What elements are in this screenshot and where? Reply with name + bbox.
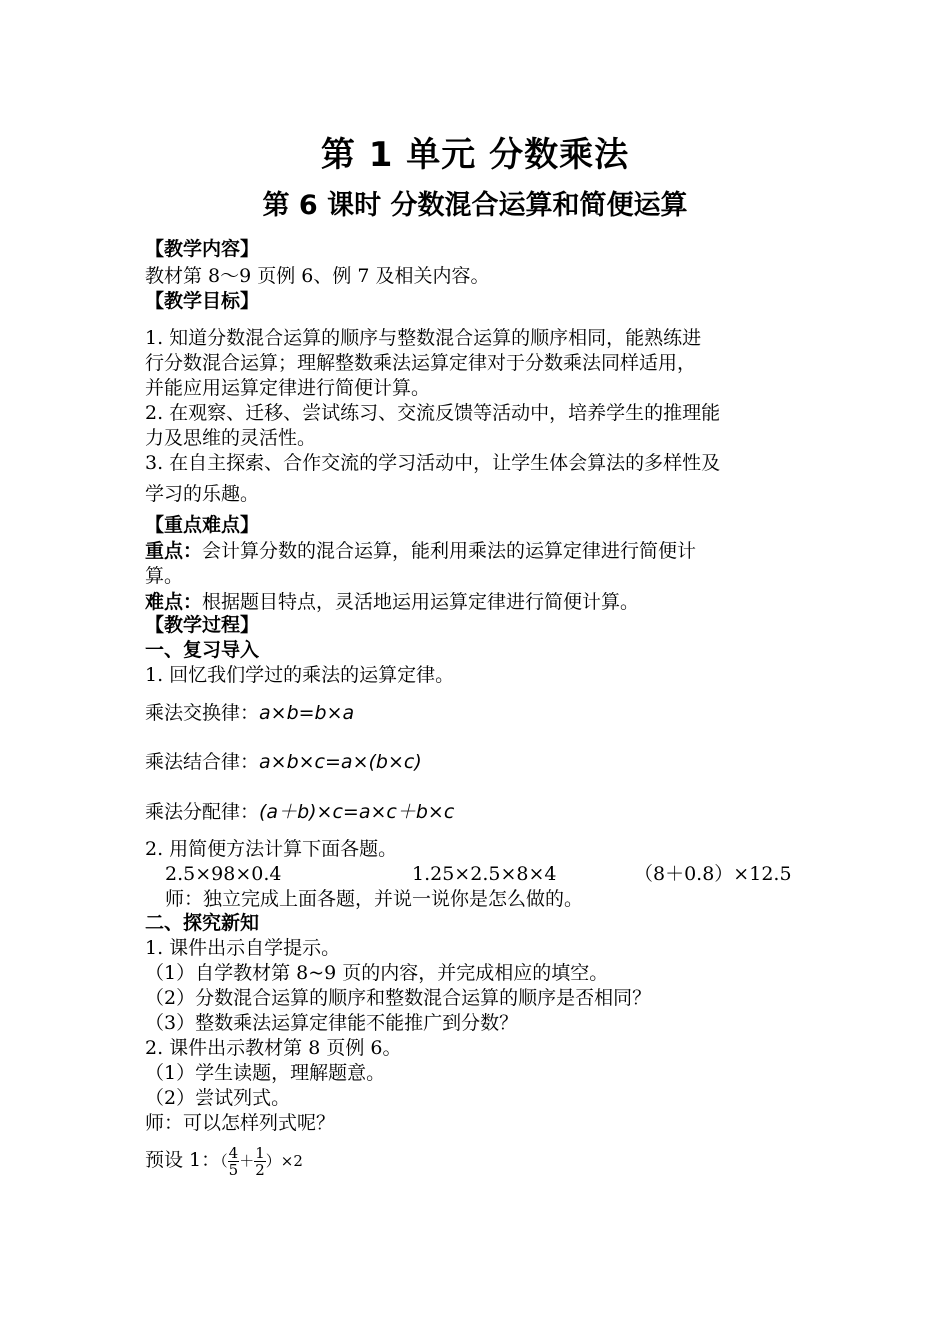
fraction-denominator: 2	[255, 1160, 265, 1179]
content-heading: 【教学内容】	[145, 238, 260, 260]
goal-3-line-1: 3. 在自主探索、合作交流的学习活动中，让学生体会算法的多样性及	[145, 452, 721, 474]
law-distributive-formula: (a＋b)×c=a×c＋b×c	[259, 801, 455, 823]
fraction-1-2	[254, 1145, 266, 1178]
teacher-instruction-1: 师：独立完成上面各题，并说一说你是怎么做的。	[165, 888, 584, 910]
key-point-text: 会计算分数的混合运算，能利用乘法的运算定律进行简便计	[202, 540, 697, 562]
law-associative-formula: a×b×c=a×(b×c)	[259, 751, 422, 773]
fraction-numerator: 1	[255, 1143, 265, 1162]
key-point-line-1	[145, 539, 696, 563]
law-associative-label: 乘法结合律：	[145, 751, 260, 773]
explore-item-2: 2. 课件出示教材第 8 页例 6。	[145, 1037, 402, 1059]
teacher-question: 师：可以怎样列式呢？	[145, 1112, 336, 1134]
difficulty-label: 难点：	[145, 591, 203, 613]
preset-1-left-paren: （	[220, 1152, 228, 1170]
explore-item-1: 1. 课件出示自学提示。	[145, 937, 341, 959]
preset-1-plus: ＋	[239, 1152, 255, 1170]
law-commutative	[145, 701, 354, 725]
fraction-denominator: 5	[228, 1160, 239, 1179]
lesson-title: 第 6 课时 分数混合运算和简便运算	[262, 190, 688, 221]
goal-1-line-2: 行分数混合运算；理解整数乘法运算定律对于分数乘法同样适用，	[145, 352, 697, 374]
key-point-label: 重点：	[145, 540, 203, 562]
preset-1-label: 预设 1：	[145, 1149, 221, 1171]
preset-1-tail: ）×2	[265, 1152, 303, 1170]
review-item-2: 2. 用简便方法计算下面各题。	[145, 838, 398, 860]
preset-1	[145, 1140, 303, 1181]
goal-2-line-1: 2. 在观察、迁移、尝试练习、交流反馈等活动中，培养学生的推理能	[145, 402, 721, 424]
law-commutative-formula: a×b=b×a	[259, 702, 355, 724]
goal-heading: 【教学目标】	[145, 290, 260, 312]
goal-1-line-1: 1. 知道分数混合运算的顺序与整数混合运算的顺序相同，能熟练进	[145, 327, 702, 349]
part-1-heading: 一、复习导入	[145, 639, 260, 661]
explore-item-1c: （3）整数乘法运算定律能不能推广到分数？	[145, 1012, 519, 1034]
goal-1-line-3: 并能应用运算定律进行简便计算。	[145, 377, 431, 399]
goal-3-line-2: 学习的乐趣。	[145, 483, 260, 505]
unit-title: 第 1 单元 分数乘法	[320, 135, 630, 175]
review-item-1: 1. 回忆我们学过的乘法的运算定律。	[145, 664, 455, 686]
law-associative	[145, 750, 422, 774]
goal-2-line-2: 力及思维的灵活性。	[145, 427, 317, 449]
explore-item-2b: （2）尝试列式。	[145, 1087, 291, 1109]
key-point-line-2: 算。	[145, 565, 184, 587]
difficulty-text: 根据题目特点，灵活地运用运算定律进行简便计算。	[202, 591, 640, 613]
law-distributive	[145, 800, 454, 824]
process-heading: 【教学过程】	[145, 614, 260, 636]
fraction-4-5	[228, 1145, 240, 1178]
explore-item-1b: （2）分数混合运算的顺序和整数混合运算的顺序是否相同？	[145, 987, 652, 1009]
difficulty-line	[145, 590, 639, 614]
law-commutative-label: 乘法交换律：	[145, 702, 260, 724]
explore-item-2a: （1）学生读题，理解题意。	[145, 1062, 386, 1084]
content-text: 教材第 8～9 页例 6、例 7 及相关内容。	[145, 265, 490, 287]
fraction-numerator: 4	[228, 1143, 239, 1162]
explore-item-1a: （1）自学教材第 8~9 页的内容，并完成相应的填空。	[145, 962, 609, 984]
key-points-heading: 【重点难点】	[145, 514, 260, 536]
law-distributive-label: 乘法分配律：	[145, 801, 260, 823]
calc-problem-3: （8＋0.8）×12.5	[634, 863, 792, 885]
calc-problem-2: 1.25×2.5×8×4	[412, 863, 557, 885]
calc-problem-1: 2.5×98×0.4	[165, 863, 282, 885]
part-2-heading: 二、探究新知	[145, 912, 260, 934]
